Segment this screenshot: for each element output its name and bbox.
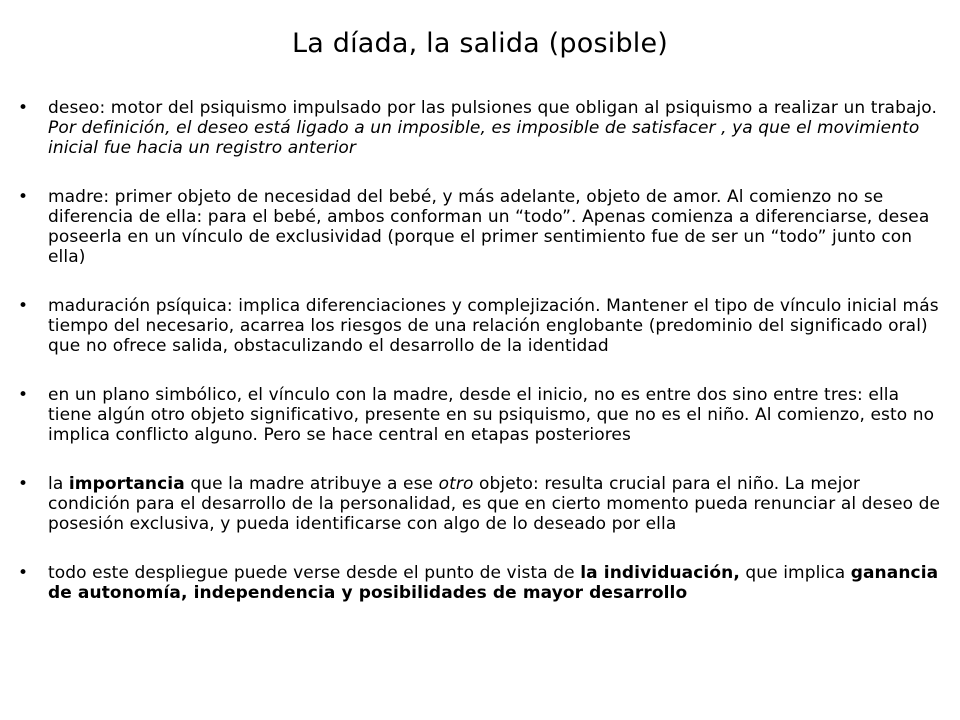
bullet-text-segment: en un plano simbólico, el vínculo con la madre, desde el inicio, no es entre dos sino entre tres: ella tiene algún otro objeto significativo, presente en su psiquismo, que no es el niño. Al comienzo, esto no implica conflicto alguno. Pero se hace central en etapas posteriores (48, 385, 935, 445)
bullet-text-segment: ganancia de autonomía, independencia y posibilidades de mayor desarrollo (48, 563, 939, 603)
bullet-dot-icon: • (18, 98, 29, 118)
bullet-dot-icon: • (18, 563, 29, 583)
bullet-item (18, 385, 942, 445)
bullet-text-segment: la (48, 474, 69, 494)
bullet-text (48, 474, 940, 534)
bullet-text-segment: importancia (68, 474, 185, 494)
bullet-text-segment: otro (438, 474, 474, 494)
bullet-text-segment: todo este despliegue puede verse desde el punto de vista de (48, 563, 581, 583)
bullet-dot-icon: • (18, 187, 29, 207)
bullet-item (18, 187, 942, 267)
bullet-text (48, 563, 938, 603)
bullet-text-segment: deseo: motor del psiquismo impulsado por las pulsiones que obligan al psiquismo a realizar un trabajo. (48, 98, 938, 118)
slide-title: La díada, la salida (posible) (291, 28, 669, 59)
bullet-text-segment: que implica (739, 563, 851, 583)
bullet-item (18, 563, 942, 603)
bullet-dot-icon: • (18, 474, 29, 494)
bullet-dot-icon: • (18, 296, 29, 316)
bullet-text-segment: maduración psíquica: implica diferenciaciones y complejización. Mantener el tipo de vínculo inicial más tiempo del necesario, acarrea los riesgos de una relación englobante (predominio del significado oral) que no ofrece salida, obstaculizando el desarrollo de la identidad (48, 296, 939, 356)
bullet-item (18, 474, 942, 534)
bullet-text-segment: la individuación, (580, 563, 740, 583)
bullet-text-segment: madre: primer objeto de necesidad del bebé, y más adelante, objeto de amor. Al comienzo no se diferencia de ella: para el bebé, ambos conforman un “todo”. Apenas comienza a diferenciarse, desea poseerla en un vínculo de exclusividad (porque el primer sentimiento fue de ser un “todo” junto con ella) (48, 187, 930, 267)
bullet-text (48, 385, 934, 445)
bullet-text-segment: objeto: resulta crucial para el niño. La mejor condición para el desarrollo de la personalidad, es que en cierto momento pueda renunciar al deseo de posesión exclusiva, y pueda identificarse con algo de lo deseado por ella (48, 474, 941, 534)
bullet-item (18, 296, 942, 356)
bullet-text-segment: Por definición, el deseo está ligado a un imposible, es imposible de satisfacer , ya que el movimiento inicial fue hacia un registro anterior (48, 118, 920, 158)
bullet-dot-icon: • (18, 385, 29, 405)
bullet-item (18, 98, 942, 158)
bullet-text (48, 296, 939, 356)
bullet-list (18, 98, 942, 632)
bullet-text-segment: que la madre atribuye a ese (184, 474, 439, 494)
bullet-text (48, 98, 937, 158)
bullet-text (48, 187, 929, 267)
